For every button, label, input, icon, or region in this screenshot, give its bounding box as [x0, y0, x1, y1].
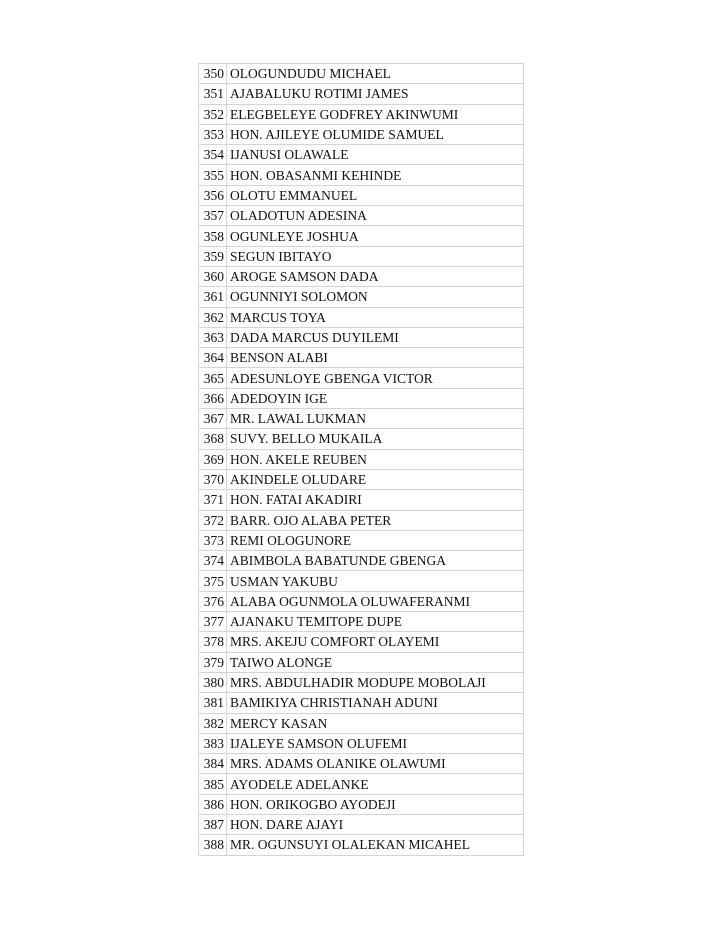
table-row [199, 226, 524, 246]
row-name: HON. DARE AJAYI [227, 814, 524, 834]
table-row [199, 551, 524, 571]
table-row [199, 794, 524, 814]
row-name: REMI OLOGUNORE [227, 530, 524, 550]
row-number: 377 [199, 612, 227, 632]
table-row [199, 632, 524, 652]
row-name: AYODELE ADELANKE [227, 774, 524, 794]
row-number: 357 [199, 206, 227, 226]
row-name: HON. AKELE REUBEN [227, 449, 524, 469]
table-row [199, 307, 524, 327]
table-row [199, 206, 524, 226]
row-number: 368 [199, 429, 227, 449]
row-name: IJALEYE SAMSON OLUFEMI [227, 733, 524, 753]
table-row [199, 591, 524, 611]
row-name: HON. AJILEYE OLUMIDE SAMUEL [227, 124, 524, 144]
row-number: 365 [199, 368, 227, 388]
row-name: HON. ORIKOGBO AYODEJI [227, 794, 524, 814]
row-name: AKINDELE OLUDARE [227, 469, 524, 489]
row-number: 374 [199, 551, 227, 571]
row-number: 381 [199, 693, 227, 713]
row-number: 382 [199, 713, 227, 733]
table-row [199, 104, 524, 124]
row-number: 388 [199, 835, 227, 855]
table-row [199, 672, 524, 692]
row-name: MARCUS TOYA [227, 307, 524, 327]
row-name: DADA MARCUS DUYILEMI [227, 327, 524, 347]
row-number: 360 [199, 266, 227, 286]
table-row [199, 287, 524, 307]
row-name: TAIWO ALONGE [227, 652, 524, 672]
row-number: 367 [199, 409, 227, 429]
row-number: 383 [199, 733, 227, 753]
row-number: 376 [199, 591, 227, 611]
row-number: 366 [199, 388, 227, 408]
row-name: AROGE SAMSON DADA [227, 266, 524, 286]
row-number: 375 [199, 571, 227, 591]
row-name: OGUNLEYE JOSHUA [227, 226, 524, 246]
row-number: 350 [199, 64, 227, 84]
table-row [199, 835, 524, 855]
row-name: ELEGBELEYE GODFREY AKINWUMI [227, 104, 524, 124]
table-row [199, 409, 524, 429]
table-row [199, 449, 524, 469]
table-row [199, 490, 524, 510]
table-row [199, 64, 524, 84]
row-name: MR. LAWAL LUKMAN [227, 409, 524, 429]
row-name: MRS. AKEJU COMFORT OLAYEMI [227, 632, 524, 652]
row-name: SEGUN IBITAYO [227, 246, 524, 266]
row-name: MRS. ABDULHADIR MODUPE MOBOLAJI [227, 672, 524, 692]
table-row [199, 713, 524, 733]
row-name: AJABALUKU ROTIMI JAMES [227, 84, 524, 104]
row-name: MRS. ADAMS OLANIKE OLAWUMI [227, 754, 524, 774]
row-number: 352 [199, 104, 227, 124]
row-name: HON. FATAI AKADIRI [227, 490, 524, 510]
row-number: 358 [199, 226, 227, 246]
table-row [199, 145, 524, 165]
table-row [199, 612, 524, 632]
row-number: 371 [199, 490, 227, 510]
row-number: 353 [199, 124, 227, 144]
table-row [199, 368, 524, 388]
row-number: 362 [199, 307, 227, 327]
table-row [199, 693, 524, 713]
table-row [199, 388, 524, 408]
table-row [199, 652, 524, 672]
table-row [199, 429, 524, 449]
table-row [199, 754, 524, 774]
row-number: 380 [199, 672, 227, 692]
table-row [199, 469, 524, 489]
row-name: BENSON ALABI [227, 348, 524, 368]
table-row [199, 348, 524, 368]
table-row [199, 124, 524, 144]
row-number: 372 [199, 510, 227, 530]
table-row [199, 327, 524, 347]
row-number: 378 [199, 632, 227, 652]
row-number: 387 [199, 814, 227, 834]
row-number: 354 [199, 145, 227, 165]
row-name: OGUNNIYI SOLOMON [227, 287, 524, 307]
table-row [199, 165, 524, 185]
row-number: 356 [199, 185, 227, 205]
row-name: AJANAKU TEMITOPE DUPE [227, 612, 524, 632]
table-row [199, 246, 524, 266]
row-number: 355 [199, 165, 227, 185]
row-number: 364 [199, 348, 227, 368]
row-number: 384 [199, 754, 227, 774]
row-name: OLOGUNDUDU MICHAEL [227, 64, 524, 84]
table-row [199, 571, 524, 591]
row-name: ADEDOYIN IGE [227, 388, 524, 408]
row-name: OLADOTUN ADESINA [227, 206, 524, 226]
row-name: ABIMBOLA BABATUNDE GBENGA [227, 551, 524, 571]
row-number: 385 [199, 774, 227, 794]
row-name: MERCY KASAN [227, 713, 524, 733]
row-name: SUVY. BELLO MUKAILA [227, 429, 524, 449]
row-number: 379 [199, 652, 227, 672]
table-row [199, 530, 524, 550]
row-number: 373 [199, 530, 227, 550]
table-row [199, 84, 524, 104]
row-name: ALABA OGUNMOLA OLUWAFERANMI [227, 591, 524, 611]
row-name: HON. OBASANMI KEHINDE [227, 165, 524, 185]
row-number: 361 [199, 287, 227, 307]
name-list-table [198, 63, 524, 856]
row-name: OLOTU EMMANUEL [227, 185, 524, 205]
table-row [199, 266, 524, 286]
row-number: 363 [199, 327, 227, 347]
table-row [199, 510, 524, 530]
table-row [199, 733, 524, 753]
row-number: 369 [199, 449, 227, 469]
table-row [199, 774, 524, 794]
row-name: IJANUSI OLAWALE [227, 145, 524, 165]
row-name: USMAN YAKUBU [227, 571, 524, 591]
row-name: ADESUNLOYE GBENGA VICTOR [227, 368, 524, 388]
row-number: 351 [199, 84, 227, 104]
row-name: BAMIKIYA CHRISTIANAH ADUNI [227, 693, 524, 713]
name-list-body [199, 64, 524, 856]
row-number: 370 [199, 469, 227, 489]
row-name: BARR. OJO ALABA PETER [227, 510, 524, 530]
table-row [199, 814, 524, 834]
row-name: MR. OGUNSUYI OLALEKAN MICAHEL [227, 835, 524, 855]
row-number: 386 [199, 794, 227, 814]
row-number: 359 [199, 246, 227, 266]
table-row [199, 185, 524, 205]
